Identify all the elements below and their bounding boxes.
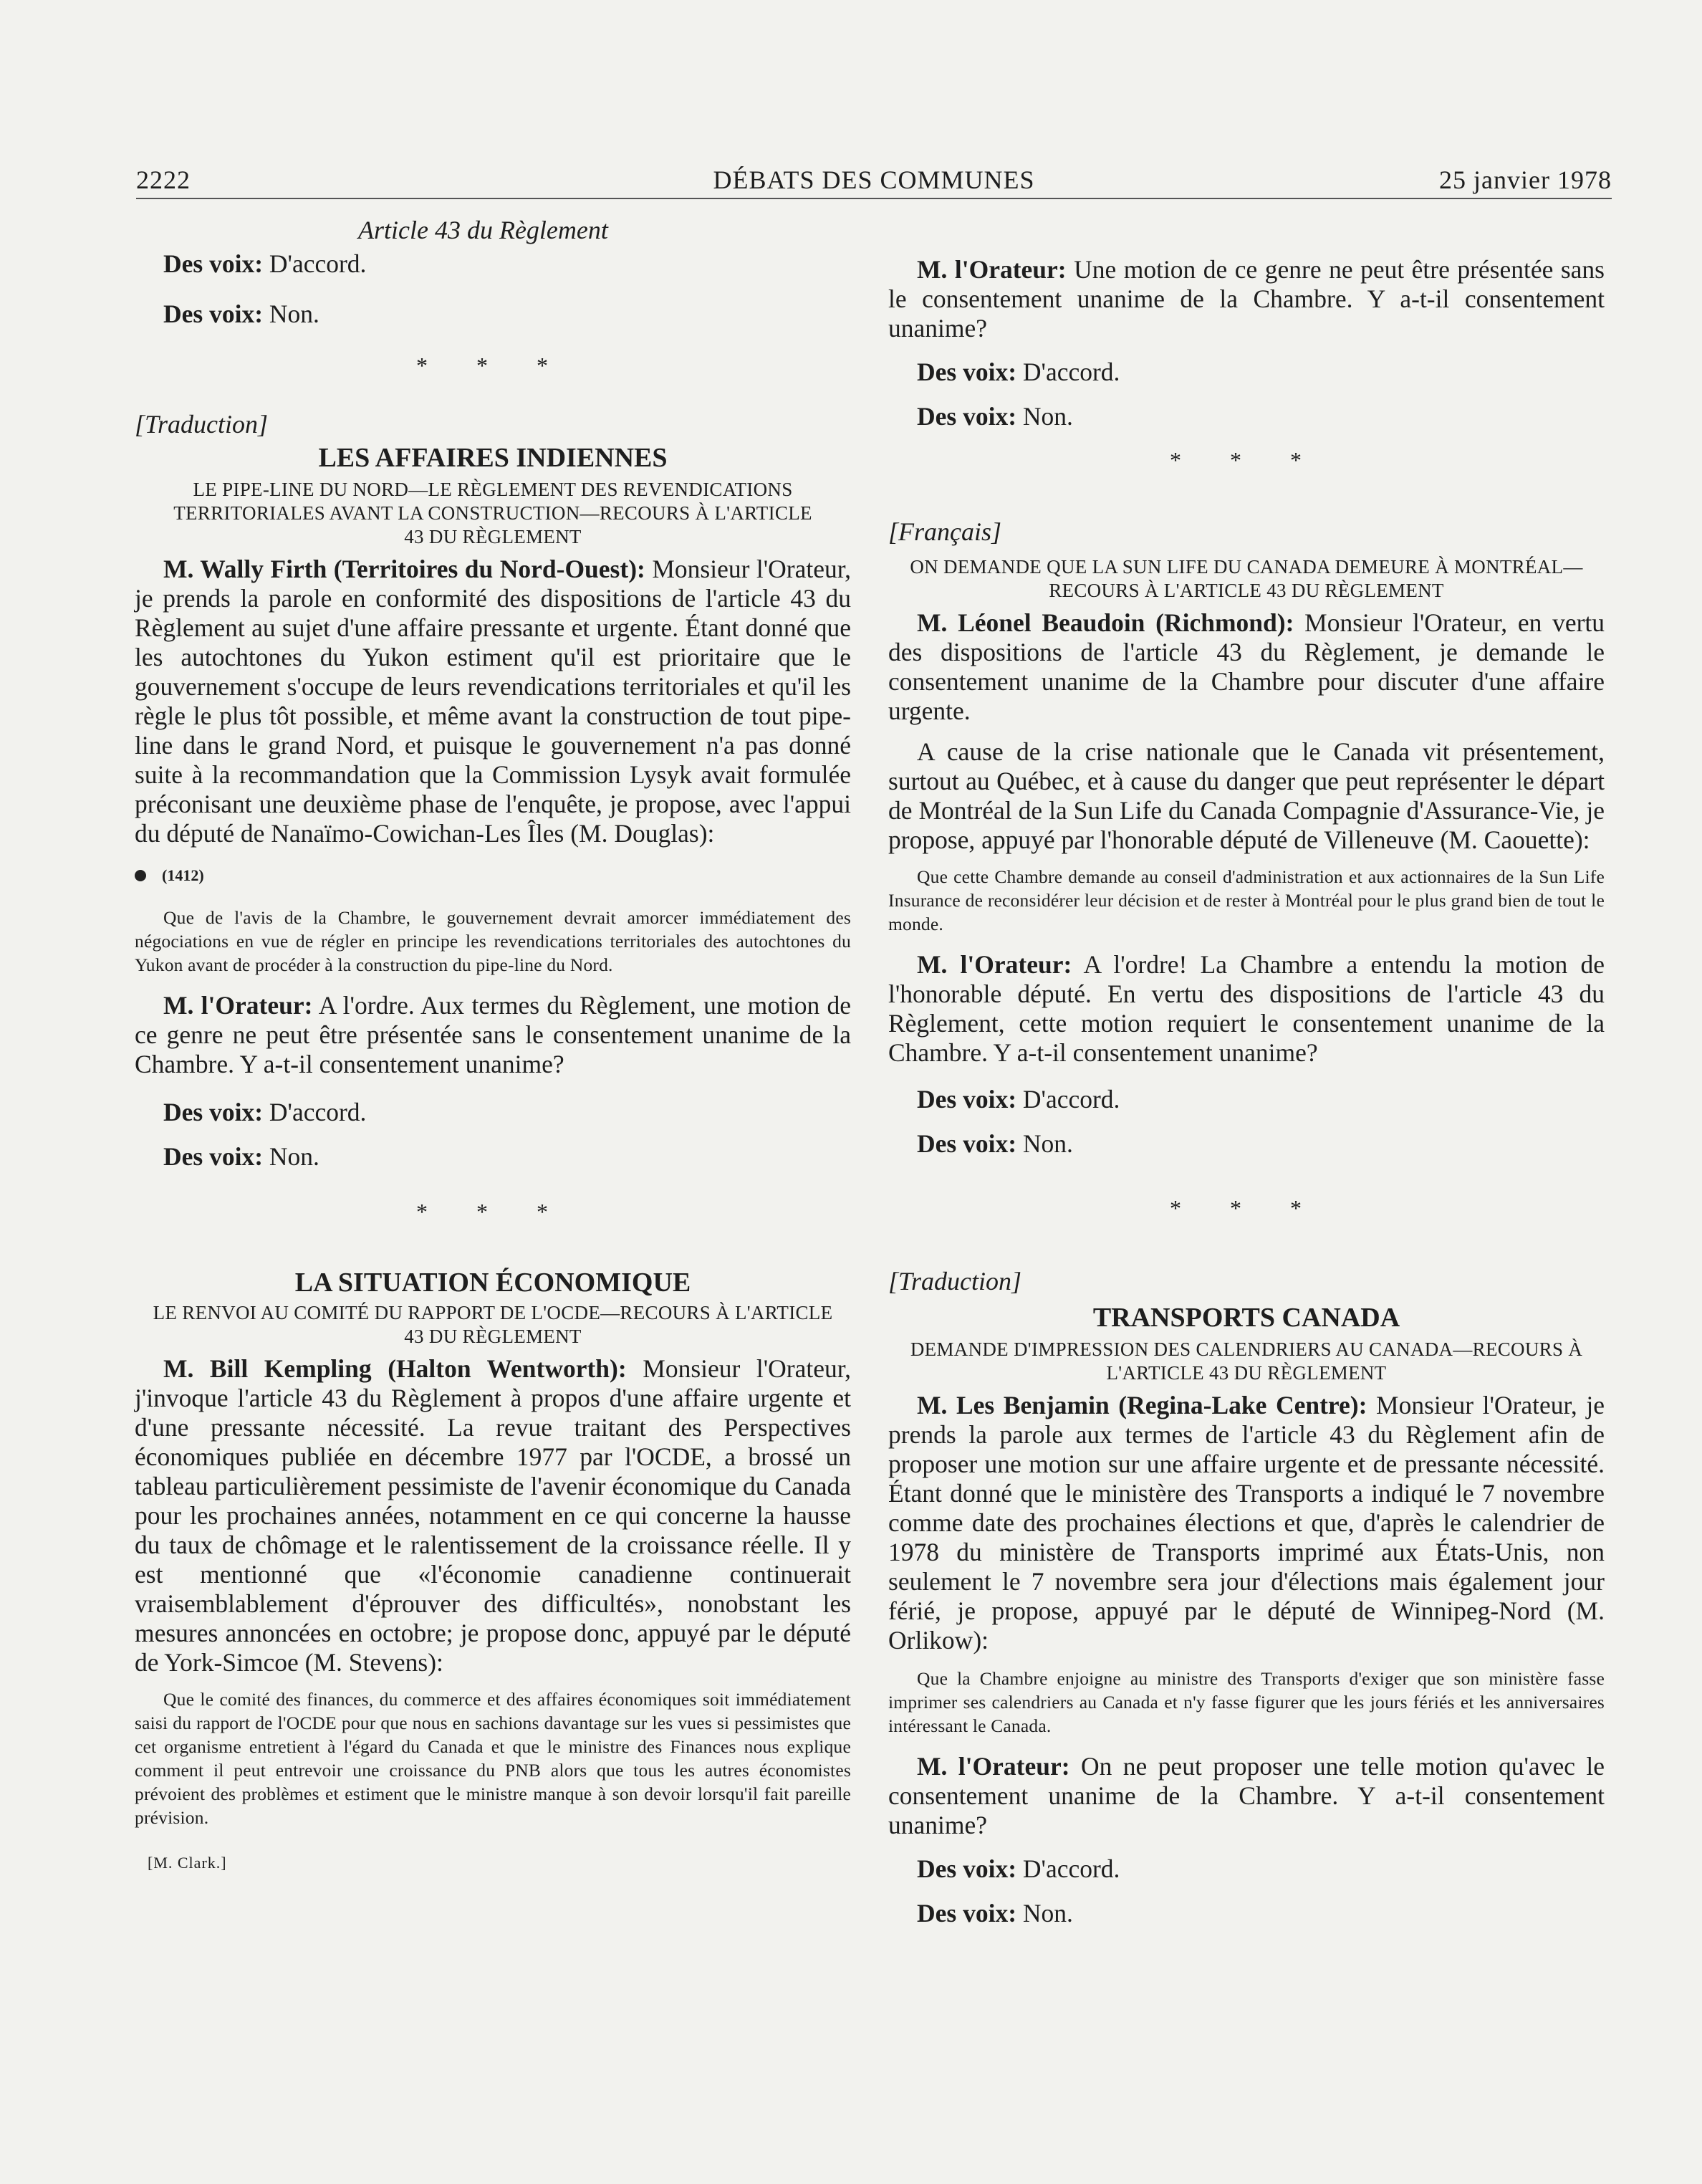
vote-line: Des voix: Non.	[917, 402, 1073, 431]
language-tag: [Français]	[888, 517, 1002, 546]
section-subtitle: DEMANDE D'IMPRESSION DES CALENDRIERS AU CANADA—RECOURS À L'ARTICLE 43 DU RÈGLEMENT	[910, 1338, 1583, 1384]
speech-paragraph: M. Les Benjamin (Regina-Lake Centre): Monsieur l'Orateur, je prends la parole aux termes de l'article 43 du Règlement afin de proposer une motion sur une affaire urgente et de pressante nécessité. Étant donné que le ministère des Transports a indiqué le 7 novembre comme date des prochaines élections et que, d'après le calendrier de 1978 du ministère de Transports imprimé aux États-Unis, non seulement le 7 novembre sera jour d'élections mais également jour férié, je propose, appuyé par le député de Winnipeg-Nord (M. Orlikow):	[888, 1391, 1605, 1654]
motion-text: Que la Chambre enjoigne au ministre des Transports d'exiger que son ministère fasse imprimer ses calendriers au Canada et n'y fasse figurer que les jours fériés et les anniversaires intéressant le Canada.	[888, 1668, 1605, 1736]
publication-title: DÉBATS DES COMMUNES	[713, 166, 1035, 194]
motion-text: Que cette Chambre demande au conseil d'administration et aux actionnaires de la Sun Life Insurance de reconsidérer leur décision et de rester à Montréal pour le plus grand bien de tout le monde.	[888, 866, 1605, 934]
speech-paragraph: M. Léonel Beaudoin (Richmond): Monsieur l'Orateur, en vertu des dispositions de l'article 43 du Règlement, je demande le consentement unanime de la Chambre pour discuter d'une affaire urgente.	[888, 608, 1605, 725]
section-subtitle: LE PIPE-LINE DU NORD—LE RÈGLEMENT DES REVENDICATIONS TERRITORIALES AVANT LA CONSTRUCTION—RECOURS À L'ARTICLE 43 DU RÈGLEMENT	[173, 479, 812, 547]
vote-line: Des voix: Non.	[917, 1899, 1073, 1927]
section-separator: * * *	[1170, 447, 1323, 473]
vote-line: Des voix: D'accord.	[917, 1085, 1120, 1113]
right-column	[888, 212, 1605, 1928]
vote-line: Des voix: D'accord.	[163, 1098, 367, 1126]
section-separator: * * *	[1170, 1195, 1323, 1221]
left-column	[135, 212, 851, 1872]
translation-tag: [Traduction]	[135, 410, 269, 439]
section-title: TRANSPORTS CANADA	[1092, 1303, 1400, 1333]
publication-date: 25 janvier 1978	[1439, 166, 1612, 194]
vote-line: Des voix: Non.	[163, 300, 319, 328]
footer-note: [M. Clark.]	[148, 1854, 227, 1872]
speech-paragraph: M. l'Orateur: A l'ordre! La Chambre a entendu la motion de l'honorable député. En vertu des dispositions de l'article 43 du Règlement, cette motion requiert le consentement unanime de la Chambre. Y a-t-il consentement unanime?	[888, 950, 1605, 1067]
section-title: LA SITUATION ÉCONOMIQUE	[294, 1268, 691, 1298]
vote-line: Des voix: D'accord.	[917, 1854, 1120, 1883]
speech-paragraph: M. l'Orateur: On ne peut proposer une telle motion qu'avec le consentement unanime de la Chambre. Y a-t-il consentement unanime?	[888, 1752, 1605, 1839]
speech-paragraph: A cause de la crise nationale que le Canada vit présentement, surtout au Québec, et à cause du danger que peut représenter le départ de Montréal de la Sun Life du Canada Compagnie d'Assurance-Vie, je propose, appuyé par l'honorable député de Villeneuve (M. Caouette):	[888, 737, 1605, 854]
section-separator: * * *	[416, 1199, 569, 1225]
speech-paragraph: M. Bill Kempling (Halton Wentworth): Monsieur l'Orateur, j'invoque l'article 43 du Règlement à propos d'une affaire urgente et d'une pressante nécessité. La revue traitant des Perspectives économiques publiée en décembre 1977 par l'OCDE, a brossé un tableau particulièrement pessimiste de l'avenir économique du Canada pour les prochaines années, notamment en ce qui concerne la hausse du taux de chômage et le ralentissement de la croissance réelle. Il y est mentionné que «l'économie canadienne continuerait vraisemblablement d'éprouver des difficultés», nonobstant les mesures annoncées en octobre; je propose donc, appuyé par le député de York-Simcoe (M. Stevens):	[135, 1354, 851, 1677]
motion-text: Que le comité des finances, du commerce et des affaires économiques soit immédiatement saisi du rapport de l'OCDE pour que nous en sachions davantage sur les vues si pessimistes que cet organisme entretient à l'égard du Canada et que le ministre des Finances nous explique comment il peut entrevoir une croissance du PNB alors que tous les autres économistes prévoient des problèmes et estiment que le ministre manque à son devoir lorsqu'il fait pareille prévision.	[135, 1689, 851, 1828]
page-header	[136, 161, 1612, 199]
speech-paragraph: M. Wally Firth (Territoires du Nord-Ouest): Monsieur l'Orateur, je prends la parole en conformité des dispositions de l'article 43 du Règlement au sujet d'une affaire pressante et urgente. Étant donné que les autochtones du Yukon estiment qu'il est prioritaire que le gouvernement s'occupe de leurs revendications territoriales et qu'il les règle le plus tôt possible, et même avant la construction de tout pipe-line dans le grand Nord, et puisque le gouvernement n'a pas donné suite à la recommandation que la Commission Lysyk avait formulée préconisant une deuxième phase de l'enquête, je propose, avec l'appui du député de Nanaïmo-Cowichan-Les Îles (M. Douglas):	[135, 555, 851, 848]
vote-line: Des voix: D'accord.	[163, 249, 367, 278]
section-subtitle: ON DEMANDE QUE LA SUN LIFE DU CANADA DEMEURE À MONTRÉAL—RECOURS À L'ARTICLE 43 DU RÈGLEMENT	[910, 556, 1583, 601]
bullet-icon	[135, 870, 146, 881]
section-title: LES AFFAIRES INDIENNES	[318, 443, 668, 473]
translation-tag: [Traduction]	[888, 1267, 1022, 1295]
vote-line: Des voix: D'accord.	[917, 358, 1120, 386]
section-separator: * * *	[416, 353, 569, 378]
section-subtitle: LE RENVOI AU COMITÉ DU RAPPORT DE L'OCDE—RECOURS À L'ARTICLE 43 DU RÈGLEMENT	[153, 1302, 833, 1347]
motion-text: Que de l'avis de la Chambre, le gouvernement devrait amorcer immédiatement des négociations en vue de régler en principe les revendications territoriales des autochtones du Yukon avant de procéder à la construction du pipe-line du Nord.	[135, 907, 851, 975]
speech-paragraph: M. l'Orateur: Une motion de ce genre ne peut être présentée sans le consentement unanime de la Chambre. Y a-t-il consentement unanime?	[888, 255, 1605, 343]
speech-paragraph: M. l'Orateur: A l'ordre. Aux termes du Règlement, une motion de ce genre ne peut être présentée sans le consentement unanime de la Chambre. Y a-t-il consentement unanime?	[135, 991, 851, 1078]
vote-line: Des voix: Non.	[163, 1142, 319, 1171]
article-heading: Article 43 du Règlement	[358, 216, 608, 244]
time-marker: (1412)	[135, 866, 851, 885]
page-number: 2222	[136, 166, 191, 194]
vote-line: Des voix: Non.	[917, 1129, 1073, 1158]
